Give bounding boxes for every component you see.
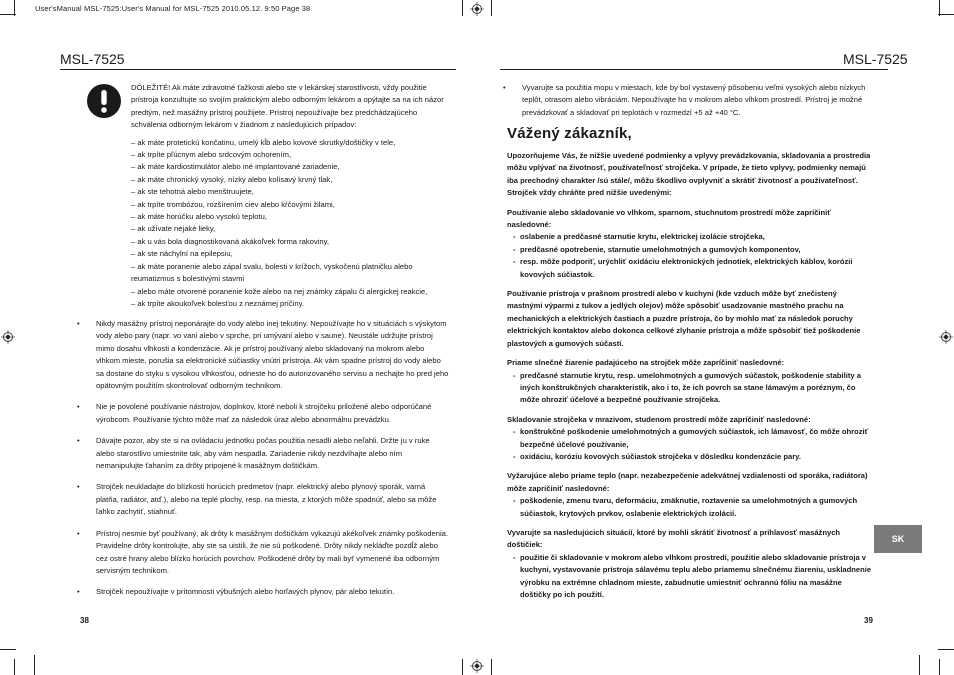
warning-item: – alebo máte otvorené poranenie kože alebo na nej známky zápalu či alergickej reakcie, (131, 286, 428, 296)
section-title: Skladovanie strojčeka v mrazivom, studenom prostredí môže zapríčiniť nasledovné: (507, 414, 811, 424)
section (507, 357, 873, 407)
warning-list (131, 137, 449, 311)
list-item: • Nie je povolené používanie nástrojov, doplnkov, ktoré neboli k strojčeku priložené alebo odporúčané výrobcom. Používanie týchto môže mať za následok úraz alebo abnormálnu prevádzku. (76, 401, 450, 426)
right-header-rule (500, 69, 888, 70)
intro-paragraph: Upozorňujeme Vás, že nižšie uvedené podmienky a vplyvy prevádzkovania, skladovania a prostredia môžu vplývať na životnosť, používateľnosť strojčeka. V prípade, že tieto vplyvy, podmienky nemajú iba prechodný charakter /sú stále/, môžu škodlivo ovplyvniť a skrátiť životnosť a používateľnosť. Strojček vždy chráňte pred nižšie uvedenými: (507, 151, 871, 198)
page-title: Vážený zákazník, (507, 125, 632, 142)
section (507, 288, 873, 350)
right-body (507, 150, 873, 608)
list-item: - predčasné starnutie krytu, resp. umelohmotných a gumových súčastok, poškodenie stability a iných konštrukčných charakteristík, ako i to, že ich povrch sa stane lámavým a poréznym, čo môže ohroziť účelové a bezpečné používanie strojčeka. (507, 370, 873, 407)
list-item: • Strojček neukladajte do blízkosti horúcich predmetov (napr. elektrický alebo plynový sporák, varná platňa, radiátor, atď.), alebo na teplé plochy, resp. na miesta, z ktorých môže spadnúť, alebo sa môže ľahko zachytiť, stiahnuť. (76, 481, 450, 518)
list-item: - poškodenie, zmenu tvaru, deformáciu, zmäknutie, roztavenie sa umelohmotných a gumových súčiastok, krytových prvkov, oslabenie elektrických izolácií. (507, 495, 873, 520)
left-header-rule (60, 69, 456, 70)
warning-intro: DÔLEŽITÉ! Ak máte zdravotné ťažkosti alebo ste v lekárskej starostlivosti, vždy použitie prístroja konzultujte so svojím praktickým alebo odborným lekárom a opýtajte sa na ich názor predtým, než masážny prístroj použijete. Prístroj nepoužívajte bez predchádzajúceho schválenia odborným lekárom v žiadnom z nasledujúcich prípadov: (131, 83, 444, 130)
warning-item: – ak máte chronický vysoký, nízky alebo kolísavý krvný tlak, (131, 174, 333, 184)
registration-mark-icon (470, 2, 484, 16)
left-bullet-list (76, 318, 450, 608)
section-title: Vyvarujte sa nasledujúcich situácií, ktoré by mohli skrátiť životnosť a prihlavosť masážnych doštičiek: (507, 527, 841, 550)
crop-mark (939, 659, 940, 675)
crop-mark (491, 659, 492, 675)
crop-mark (34, 655, 35, 675)
warning-item: – ak trpíte akoukoľvek bolesťou z neznámej príčiny. (131, 298, 304, 308)
right-page-number: 39 (864, 616, 873, 625)
crop-mark (14, 659, 15, 675)
left-page-number: 38 (80, 616, 89, 625)
section (507, 470, 873, 520)
crop-mark (462, 659, 463, 675)
crop-mark (491, 0, 492, 16)
list-item: - použitie či skladovanie v mokrom alebo vlhkom prostredí, použitie alebo skladovanie prístroja v kuchyni, vystavovanie prístroja sálavému teplu alebo priamemu slnečnému žiareniu, uskladnenie výrobku na extrémne chladnom mieste, zabudnutie umiestniť ochrannú fóliu na masážne doštičky po ich použití. (507, 552, 873, 602)
section-title: Priame slnečné žiarenie padajúceho na strojček môže zapríčiniť nasledovné: (507, 358, 785, 368)
right-top-bullet (502, 82, 872, 128)
crop-mark (462, 0, 463, 16)
list-item: - oxidáciu, koróziu kovových súčiastok strojčeka v dôsledku kondenzácie pary. (507, 451, 873, 463)
list-item: - predčasné opotrebenie, starnutie umelohmotných a gumových komponentov, (507, 244, 873, 256)
crop-mark (0, 649, 16, 650)
print-header: User'sManual MSL-7525:User's Manual for MSL-7525 2010.05.12. 9:50 Page 38 (35, 4, 311, 13)
registration-mark-icon (939, 330, 953, 344)
crop-mark (938, 649, 954, 650)
right-model-label: MSL-7525 (843, 51, 908, 67)
warning-item: – ak trpíte trombózou, rozšírením ciev alebo kŕčovými žilami, (131, 199, 335, 209)
crop-mark (938, 14, 954, 15)
warning-item: – ak u vás bola diagnostikovaná akákoľvek forma rakoviny, (131, 236, 329, 246)
warning-item: – ak ste náchylní na epilepsiu, (131, 249, 233, 259)
section (507, 527, 873, 601)
crop-mark (919, 655, 920, 675)
list-item: - konštrukčné poškodenie umelohmotných a gumových súčiastok, ich lámavosť, čo môže ohroziť bezpečné účelové používanie, (507, 426, 873, 451)
warning-item: – ak ste tehotná alebo menštruujete, (131, 187, 254, 197)
language-tab: SK (874, 525, 922, 553)
registration-mark-icon (1, 330, 15, 344)
list-item: • Nikdy masážny prístroj neponárajte do vody alebo inej tekutiny. Nepoužívajte ho v situáciách s výskytom vody alebo pary (napr. vo vani alebo v sprche, pri umývaní alebo v saune). Neustále udržujte prístroj mimo dosahu vlhkosti a kondenzácie. Ak je prístroj používaný alebo skladovaný na mokrom alebo vlhkom mieste, porušia sa elektronické súčiastky vnútri prístroja. Ak vám spadne prístroj do vody alebo sa dostane do styku s vysokou vlhkosťou, odneste ho do autorizovaného servisu a nechajte ho pred jeho opätovným použitím skontrolovať odborným technikom. (76, 318, 450, 392)
list-item: • Vyvarujte sa použitia mopu v miestach, kde by bol vystavený pôsobeniu veľmi vysokých alebo nízkych teplôt, otrasom alebo vibráciám. Nepoužívajte ho v mokrom alebo vlhkom prostredí. Prístroj je možné prevádzkovať a skladovať pri teplotách v rozmedzí +5 až +40 °C. (502, 82, 872, 119)
section-title: Používanie prístroja v prašnom prostredí alebo v kuchyni (kde vzduch môže byť znečistený mastnými výparmi z tukov a jedlých olejov) môže spôsobiť usadzovanie mastného prachu na mechanických a elektrických častiach a puzdre prístroja, čo by mohlo mať za následok poruchy elektrických kontaktov alebo dokonca celkové zlyhanie prístroja a môže spôsobiť tiež poškodenie plastových a gumových súčastí. (507, 289, 861, 348)
warning-item: – ak užívate nejaké lieky, (131, 224, 216, 234)
list-item: • Strojček nepoužívajte v prítomnosti výbušných alebo horľavých plynov, pár alebo tekutín. (76, 586, 450, 598)
warning-item: – ak máte poranenie alebo zápal svalu, bolesti v krížoch, vyskočenú platničku alebo reumatizmus s bolestivými stavmi (131, 261, 413, 284)
list-item: - resp. môže podporiť, urýchliť oxidáciu elektronických jednotiek, elektrických káblov, korózii kovových súčiastok. (507, 256, 873, 281)
warning-item: – ak máte horúčku alebo vysokú teplotu, (131, 212, 267, 222)
exclamation-icon (86, 83, 122, 119)
crop-mark (0, 14, 16, 15)
warning-block (131, 82, 449, 310)
warning-item: – ak máte kardiostimulátor alebo iné implantované zariadenie, (131, 162, 340, 172)
section (507, 207, 873, 281)
section (507, 414, 873, 464)
list-item: • Dávajte pozor, aby ste si na ovládaciu jednotku počas použitia nesadli alebo neľahli. Držte ju v ruke alebo starostlivo umiestnite tak, aby vám nespadla. Zariadenie nikdy nezdvíhajte alebo ním nemanipulujte ťahaním za drôty pripojené k masážnym doštičkám. (76, 435, 450, 472)
section-title: Vyžarujúce alebo priame teplo (napr. nezabezpečenie adekvátnej vzdialenosti od sporáka, radiátora) môže zapríčiniť nasledovné: (507, 471, 868, 493)
warning-item: – ak máte protetickú končatinu, umelý kĺb alebo kovové skrutky/doštičky v tele, (131, 137, 396, 147)
left-model-label: MSL-7525 (60, 51, 125, 67)
registration-mark-icon (470, 659, 484, 673)
warning-item: – ak trpíte pľúcnym alebo srdcovým ochorením, (131, 150, 292, 160)
list-item: • Prístroj nesmie byť používaný, ak drôty k masážnym doštičkám vykazujú akékoľvek známky poškodenia. Pravidelne drôty kontrolujte, aby ste sa uistili, že nie sú poškodené. Drôty nikdy nekláďte pozdĺž alebo cez ostré hrany alebo blízko horúcich povrchov. Poškodené drôty by mali byť vymenené iba odborným servisným technikom. (76, 528, 450, 578)
section-title: Používanie alebo skladovanie vo vlhkom, sparnom, stuchnutom prostredí môže zapríčiniť nasledovné: (507, 207, 831, 230)
list-item: - oslabenie a predčasné starnutie krytu, elektrickej izolácie strojčeka, (507, 231, 873, 243)
